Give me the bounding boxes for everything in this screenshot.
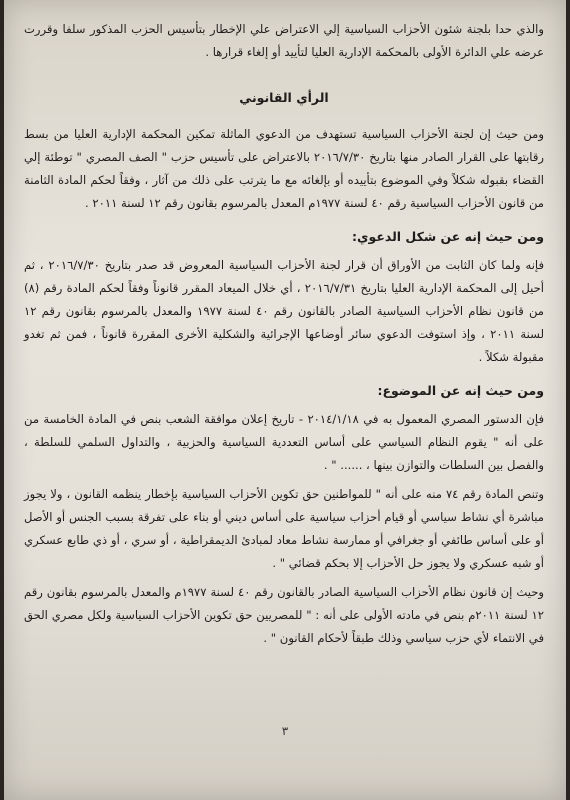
section-title: الرأي القانوني bbox=[239, 90, 329, 105]
document-page bbox=[4, 0, 566, 800]
paragraph-4: وتنص المادة رقم ٧٤ منه على أنه " للمواطنين حق تكوين الأحزاب السياسية بإخطار ينظمه القانون ، ولا يجوز مباشرة أي نشاط سياسي أو قيام أحزاب سياسية على أساس ديني أو بناء على تفرقة بسبب الجنس أو الأصل أو على أساس طائفي أو جغرافي أو ممارسة نشاط معاد لمبادئ الديمقراطية ، أو سري ، أو ذي طابع عسكري أو شبه عسكري ولا يجوز حل الأحزاب إلا بحكم قضائي " . bbox=[24, 487, 544, 570]
heading-subject: ومن حيث إنه عن الموضوع: bbox=[377, 383, 544, 398]
paragraph-1: ومن حيث إن لجنة الأحزاب السياسية تستهدف من الدعوي الماثلة تمكين المحكمة الإدارية العليا من بسط رقابتها على القرار الصادر منها بتاريخ ٢٠١٦/٧/٣٠ بالاعتراض على تأسيس حزب " الصف المصري " توطئة إلي القضاء بقبوله شكلاً وفي الموضوع بتأييده أو بإلغائه مع ما يترتب على ذلك من آثار ، وفقاً لحكم المادة الثامنة من قانون الأحزاب السياسية رقم ٤٠ لسنة ١٩٧٧م المعدل بالمرسوم بقانون رقم ١٢ لسنة ٢٠١١ . bbox=[24, 127, 544, 210]
document-body bbox=[24, 18, 544, 656]
paragraph-5: وحيث إن قانون نظام الأحزاب السياسية الصادر بالقانون رقم ٤٠ لسنة ١٩٧٧م والمعدل بالمرسوم بقانون رقم ١٢ لسنة ٢٠١١م بنص في مادته الأولى على أنه : " للمصريين حق تكوين الأحزاب السياسية ولكل مصري الحق في الانتماء لأي حزب سياسي وذلك طبقاً لأحكام القانون " . bbox=[24, 585, 544, 645]
paragraph-2: فإنه ولما كان الثابت من الأوراق أن قرار لجنة الأحزاب السياسية المعروض قد صدر بتاريخ ٢٠١٦/٧/٣٠ ، ثم أحيل إلى المحكمة الإدارية العليا بتاريخ ٢٠١٦/٧/٣١ ، أي خلال الميعاد المقرر قانوناً وفقاً لحكم المادة رقم (٨) من قانون نظام الأحزاب السياسية الصادر بالقانون رقم ٤٠ لسنة ١٩٧٧ والمعدل بالمرسوم بقانون رقم ١٢ لسنة ٢٠١١ ، وإذ استوفت الدعوي سائر أوضاعها الإجرائية والشكلية الأخرى المقررة قانوناً ، فمن ثم تغدو مقبولة شكلاً . bbox=[24, 258, 545, 364]
intro-paragraph: والذي حدا بلجنة شئون الأحزاب السياسية إلي الاعتراض علي الإخطار بتأسيس الحزب المذكور سلفا وقررت عرضه علي الدائرة الأولى بالمحكمة الإدارية العليا لتأييد أو إلغاء قرارها . bbox=[24, 22, 544, 59]
heading-form: ومن حيث إنه عن شكل الدعوي: bbox=[352, 229, 544, 244]
page-number: ٣ bbox=[281, 724, 289, 738]
paragraph-3: فإن الدستور المصري المعمول به في ٢٠١٤/١/١٨ - تاريخ إعلان موافقة الشعب بنص في المادة الخامسة من على أنه " يقوم النظام السياسي على أساس التعددية السياسية والحزبية ، والتداول السلمي للسلطة ، والفصل بين السلطات والتوازن بينها ، ...... " . bbox=[24, 412, 544, 472]
